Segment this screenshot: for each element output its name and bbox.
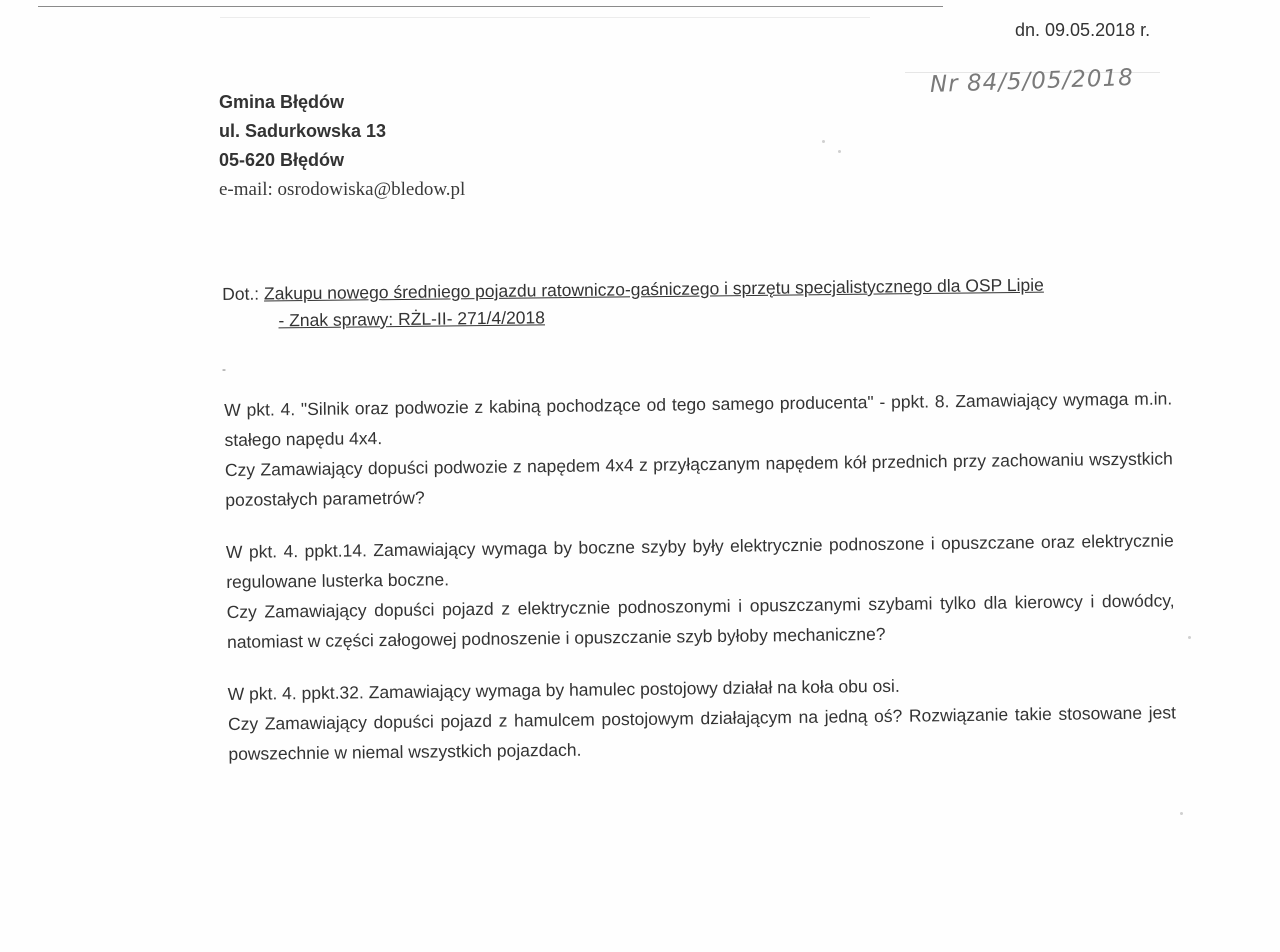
letter-date: dn. 09.05.2018 r. bbox=[1015, 20, 1151, 40]
question-paragraph bbox=[227, 667, 1176, 769]
sender-city: 05-620 Błędów bbox=[219, 150, 345, 170]
handwritten-registry-number: Nr 84/5/05/2018 bbox=[929, 64, 1135, 98]
sender-street: ul. Sadurkowska 13 bbox=[219, 121, 387, 141]
subject-prefix: Dot.: bbox=[222, 283, 260, 304]
scan-speck bbox=[822, 140, 825, 143]
subject-block bbox=[222, 270, 1173, 335]
faint-scan-line bbox=[220, 17, 870, 18]
sender-email: e-mail: osrodowiska@bledow.pl bbox=[219, 179, 466, 200]
scan-speck bbox=[1180, 812, 1183, 815]
question-text: Czy Zamawiający dopuści podwozie z napędem 4x4 z przyłączanym napędem kół przednich przy zachowaniu wszystkich pozostałych parametrów? bbox=[224, 448, 1173, 510]
question-paragraph bbox=[224, 383, 1173, 515]
scan-speck bbox=[838, 150, 841, 153]
sender-name: Gmina Błędów bbox=[219, 92, 345, 112]
question-text: Czy Zamawiający dopuści pojazd z hamulcem postojowym działającym na jedną oś? Rozwiązanie takie stosowane jest powszechnie w niemal wszystkich pojazdach. bbox=[227, 702, 1177, 764]
stray-mark: - bbox=[222, 362, 226, 376]
question-paragraph bbox=[226, 525, 1175, 657]
question-text: Czy Zamawiający dopuści pojazd z elektrycznie podnoszonymi i opuszczanymi szybami tylko dla kierowcy i dowódcy, natomiast w części załogowej podnoszenie i opuszczanie szyb byłoby mechaniczne? bbox=[226, 590, 1175, 652]
sender-address-block bbox=[219, 88, 465, 204]
subject-title: Zakupu nowego średniego pojazdu ratowniczo-gaśniczego i sprzętu specjalistycznego dla OSP Lipie bbox=[263, 274, 1044, 304]
requirement-text: W pkt. 4. ppkt.32. Zamawiający wymaga by hamulec postojowy działał na koła obu osi. bbox=[227, 675, 900, 704]
case-number: - Znak sprawy: RŻL-II- 271/4/2018 bbox=[278, 307, 546, 331]
requirement-text: W pkt. 4. "Silnik oraz podwozie z kabiną pochodzące od tego samego producenta" - ppkt. 8. Zamawiający wymaga m.in. stałego napędu 4x4. bbox=[224, 388, 1173, 450]
scan-edge-line bbox=[38, 6, 943, 7]
scan-speck bbox=[1188, 636, 1191, 639]
letter-body bbox=[224, 383, 1177, 791]
requirement-text: W pkt. 4. ppkt.14. Zamawiający wymaga by boczne szyby były elektrycznie podnoszone i opuszczane oraz elektrycznie regulowane lusterka boczne. bbox=[225, 530, 1174, 592]
